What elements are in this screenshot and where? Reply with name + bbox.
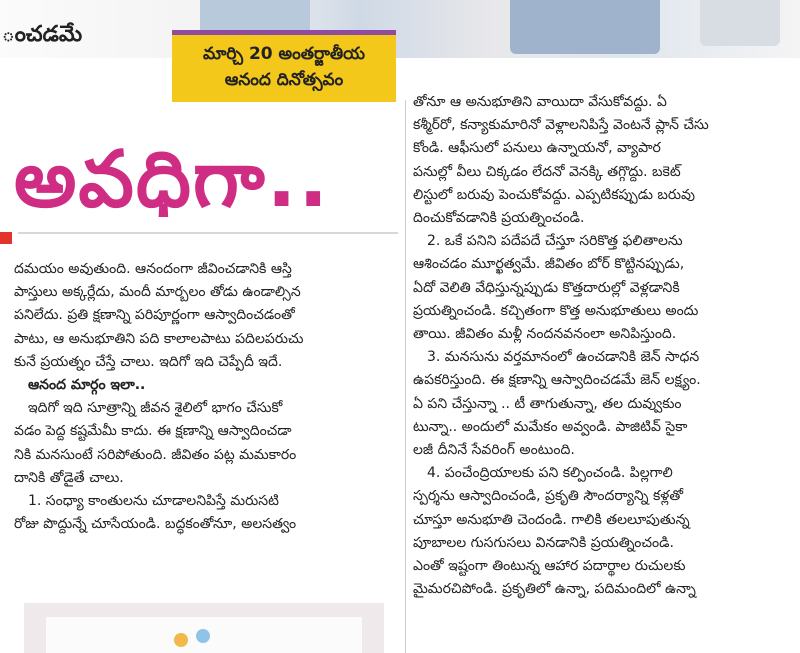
title-underline bbox=[18, 232, 398, 234]
top-heading: ంచడమే bbox=[2, 22, 83, 47]
accent-marker bbox=[0, 232, 12, 244]
body-line: 4. పంచేంద్రియాలకు పని కల్పించండి. పిల్లగాలి bbox=[427, 465, 673, 482]
body-line: ఉపకరిస్తుంది. ఈ క్షణాన్ని ఆస్వాదించడమే జెన్ లక్ష్యం. bbox=[413, 372, 701, 389]
photo-figure-right bbox=[700, 0, 780, 46]
body-line: ప్రయత్నించండి. కచ్చితంగా కొత్త అనుభూతులు అందు bbox=[413, 302, 699, 319]
body-line: నికి మనసుంటే సరిపోతుంది. జీవితం పట్ల మమకారం bbox=[14, 446, 297, 463]
body-line: రోజు పొద్దున్నే చూసేయండి. బద్ధకంతోనూ, అలసత్వం bbox=[14, 516, 297, 533]
body-line: తాయి. జీవితం మళ్లీ నందనవనంలా అనిపిస్తుంది. bbox=[413, 326, 677, 343]
body-line: దించుకోవడానికి ప్రయత్నించండి. bbox=[413, 210, 585, 227]
body-line: కోండి. ఆఫీసులో పనులు ఉన్నాయనో, వ్యాపార bbox=[413, 140, 661, 157]
body-line: లజీ దీనినే సేవరింగ్ అంటుంది. bbox=[413, 442, 575, 459]
body-line: పనిలేదు. ప్రతి క్షణాన్ని పరిపూర్ణంగా ఆస్వాదించడంతో bbox=[14, 307, 295, 324]
body-line: మైమరచిపోండి. ప్రకృతిలో ఉన్నా, పదిమందిలో ఉన్నా bbox=[413, 581, 696, 598]
body-line: పూబాలల గుసగుసలు వినడానికి ప్రయత్నించండి. bbox=[413, 534, 674, 551]
body-line: వడం పెద్ద కష్టమేమీ కాదు. ఈ క్షణాన్ని ఆస్వాదించడా bbox=[14, 423, 292, 440]
body-line: దమయం అవుతుంది. ఆనందంగా జీవించడానికి ఆస్తి bbox=[14, 261, 292, 277]
body-line: లిస్టులో బరువు పెంచుకోవద్దు. ఎప్పటికప్పుడు బరువు bbox=[413, 186, 695, 203]
body-line: తోనూ ఆ అనుభూతిని వాయిదా వేసుకోవద్దు. ఏ bbox=[413, 94, 667, 110]
illustration-dot bbox=[174, 633, 188, 647]
article-title: అవధిగా.. bbox=[14, 135, 331, 225]
body-line: పనుల్లో వీలు చిక్కడం లేదనో వెనక్కి తగ్గొద్దు. బకెట్ bbox=[413, 163, 681, 180]
right-column bbox=[413, 91, 795, 601]
illustration-dot bbox=[196, 629, 210, 643]
body-line: ఏదో వెలితి వేధిస్తున్నప్పుడు కొత్తదారుల్లో వెళ్లడానికి bbox=[413, 279, 680, 296]
event-label-box bbox=[172, 30, 396, 102]
body-line: 1. సంధ్యా కాంతులను చూడాలనిపిస్తే మరుసటి bbox=[28, 493, 279, 510]
body-line: టున్నా.. అందులో మమేకం అవ్వండి. పాజిటివ్ సైకా bbox=[413, 418, 688, 435]
body-line: కునే ప్రయత్నం చేస్తే చాలు. ఇదిగో ఇది చెప్పేదీ ఇదే. bbox=[14, 353, 283, 370]
body-line: ఆశించడం మూర్ఖత్వమే. జీవితం బోర్ కొట్టినప్పుడు, bbox=[413, 256, 685, 273]
body-line: ఏ పని చేస్తున్నా .. టీ తాగుతున్నా, తల దువ్వుకుం bbox=[413, 395, 682, 412]
event-label-line2: ఆనంద దినోత్సవం bbox=[224, 70, 344, 90]
body-line: చూస్తూ అనుభూతి చెందండి. గాలికి తలలూపుతున్న bbox=[413, 511, 690, 528]
body-line: 3. మనసును వర్తమానంలో ఉంచడానికి జెన్ సాధన bbox=[427, 349, 700, 366]
body-line: స్పర్శను ఆస్వాదించండి, ప్రకృతి సౌందర్యాన్ని కళ్లతో bbox=[413, 488, 683, 505]
body-line: ఎంతో ఇష్టంగా తింటున్న ఆహార పదార్థాల రుచులకు bbox=[413, 558, 686, 575]
column-divider bbox=[405, 100, 406, 653]
illustration-box bbox=[24, 603, 384, 653]
body-line: 2. ఒకే పనిని పదేపదే చేస్తూ సరికొత్త ఫలితాలను bbox=[427, 233, 683, 250]
body-line: పాస్తులు అక్కర్లేదు, మందీ మార్బలం తోడు ఉండాల్సిన bbox=[14, 284, 301, 301]
header-photo-strip bbox=[0, 0, 800, 58]
photo-figure-center bbox=[510, 0, 660, 54]
body-line: ఇదిగో ఇది సూత్రాన్ని జీవన శైలిలో భాగం చేసుకో bbox=[28, 400, 283, 417]
body-line: దానికి తోడైతే చాలు. bbox=[14, 469, 124, 486]
left-column bbox=[14, 258, 398, 536]
body-line: పాటు, ఆ అనుభూతిని పది కాలాలపాటు పదిలపరుచు bbox=[14, 330, 304, 347]
body-line: కశ్మీర్‌రో, కన్యాకుమారినో వెళ్లాలనిపిస్తే వెంటనే ప్లాన్ చేసు bbox=[413, 117, 709, 134]
event-label-line1: మార్చి 20 అంతర్జాతీయ bbox=[202, 44, 366, 64]
subheading: ఆనంద మార్గం ఇలా.. bbox=[28, 377, 146, 394]
